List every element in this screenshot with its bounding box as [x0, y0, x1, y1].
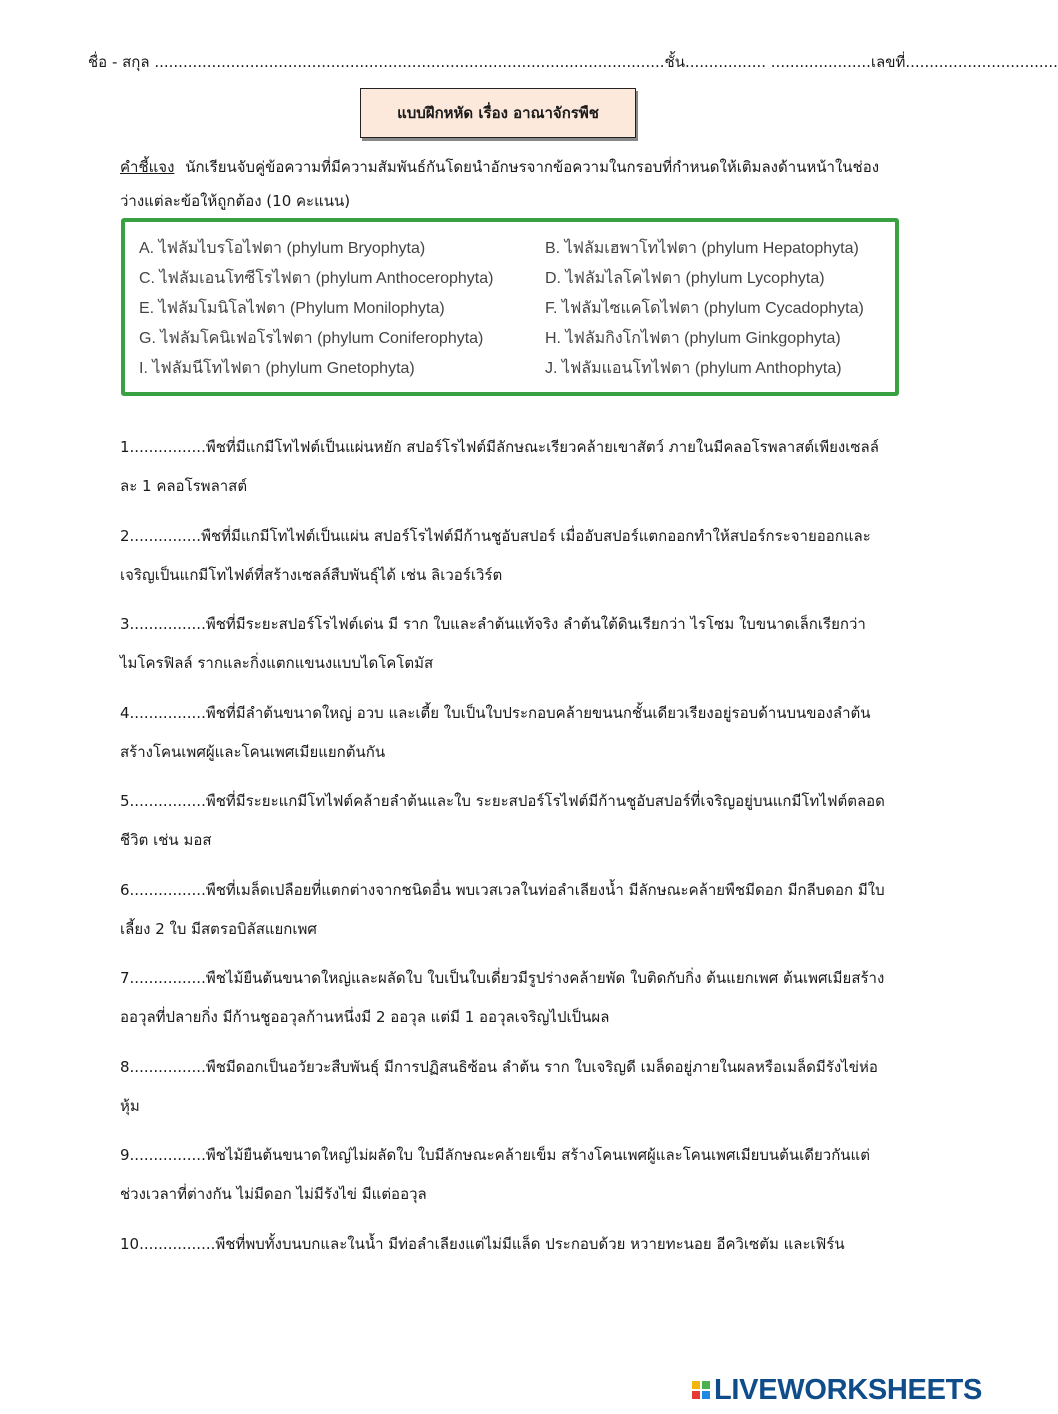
name-class-number-line: ชื่อ - สกุล ...........................................................................................................ชั้น................. .....................เลขที่................................ [88, 53, 1058, 71]
question-1[interactable]: 1................พืชที่มีแกมีโทไฟต์เป็นแผ่นหยัก สปอร์โรไฟต์มีลักษณะเรียวคล้ายเขาสัตว์ ภายในมีคลอโรพลาสต์เพียงเซลล์ละ 1 คลอโรพลาสต์ [120, 438, 879, 495]
instructions-text: นักเรียนจับคู่ข้อความที่มีความสัมพันธ์กันโดยนำอักษรจากข้อความในกรอบที่กำหนดให้เติมลงด้านหน้าในช่องว่างแต่ละข้อให้ถูกต้อง (10 คะแนน) [120, 158, 880, 210]
question-2[interactable]: 2...............พืชที่มีแกมีโทไฟต์เป็นแผ่น สปอร์โรไฟต์มีก้านชูอับสปอร์ เมื่ออับสปอร์แตกออกทำให้สปอร์กระจายออกและเจริญเป็นแกมีโทไฟต์ที่สร้างเซลล์สืบพันธุ์ได้ เช่น ลิเวอร์เวิร์ต [120, 526, 871, 584]
option-b: B. ไฟลัมเฮพาโทไฟตา (phylum Hepatophyta) [545, 240, 859, 257]
question-4[interactable]: 4................พืชที่มีลำต้นขนาดใหญ่ อวบ และเตี้ย ใบเป็นใบประกอบคล้ายขนนกชั้นเดียวเรียงอยู่รอบด้านบนของลำต้น สร้างโคนเพศผู้และโคนเพศเมียแยกต้นกัน [120, 703, 871, 761]
option-f: F. ไฟลัมไซแคโดไฟตา (phylum Cycadophyta) [545, 300, 864, 317]
logo-grid-icon [692, 1381, 710, 1399]
answer-options-box [121, 218, 899, 396]
option-c: C. ไฟลัมเอนโทซีโรไฟตา (phylum Anthocerophyta) [139, 270, 494, 287]
option-e: E. ไฟลัมโมนิโลไฟตา (Phylum Monilophyta) [139, 300, 445, 317]
instructions [120, 150, 880, 218]
question-9[interactable]: 9................พืชไม้ยืนต้นขนาดใหญ่ไม่ผลัดใบ ใบมีลักษณะคล้ายเข็ม สร้างโคนเพศผู้และโคนเพศเมียบนต้นเดียวกันแต่ช่วงเวลาที่ต่างกัน ไม่มีดอก ไม่มีรังไข่ มีแต่ออวุล [120, 1146, 870, 1203]
question-list [120, 428, 890, 1313]
option-h: H. ไฟลัมกิงโกไฟตา (phylum Ginkgophyta) [545, 330, 841, 347]
logo-square-2 [702, 1381, 710, 1389]
liveworksheets-logo [692, 1372, 982, 1408]
question-8[interactable]: 8................พืชมีดอกเป็นอวัยวะสืบพันธุ์ มีการปฏิสนธิซ้อน ลำต้น ราก ใบเจริญดี เมล็ดอยู่ภายในผลหรือเมล็ดมีรังไข่ห่อหุ้ม [120, 1057, 878, 1115]
question-3[interactable]: 3................พืชที่มีระยะสปอร์โรไฟต์เด่น มี ราก ใบและลำต้นแท้จริง ลำต้นใต้ดินเรียกว่า ไรโซม ใบขนาดเล็กเรียกว่า ไมโครฟิลล์ รากและกิ่งแตกแขนงแบบไดโคโตมัส [120, 615, 866, 672]
question-6[interactable]: 6................พืชที่เมล็ดเปลือยที่แตกต่างจากชนิดอื่น พบเวสเวลในท่อลำเลียงน้ำ มีลักษณะคล้ายพืชมีดอก มีกลีบดอก มีใบเลี้ยง 2 ใบ มีสตรอบิลัสแยกเพศ [120, 880, 885, 938]
option-j: J. ไฟลัมแอนโทไฟตา (phylum Anthophyta) [545, 360, 842, 377]
option-a: A. ไฟลัมไบรโอไฟตา (phylum Bryophyta) [139, 240, 426, 257]
option-d: D. ไฟลัมไลโคไฟตา (phylum Lycophyta) [545, 270, 825, 287]
question-10[interactable]: 10................พืชที่พบทั้งบนบกและในน้ำ มีท่อลำเลียงแต่ไม่มีแล็ด ประกอบด้วย หวายทะนอย อีควิเซตัม และเฟิร์น [120, 1234, 845, 1253]
logo-square-1 [692, 1381, 700, 1389]
logo-square-4 [702, 1391, 710, 1399]
worksheet-title: แบบฝึกหหัด เรื่อง อาณาจักรพืช [397, 104, 599, 122]
logo-text: LIVEWORKSHEETS [714, 1373, 983, 1406]
instructions-label: คำชี้แจง [120, 158, 175, 176]
worksheet-title-box [360, 88, 636, 138]
question-7[interactable]: 7................พืชไม้ยืนต้นขนาดใหญ่และผลัดใบ ใบเป็นใบเดี่ยวมีรูปร่างคล้ายพัด ใบติดกับกิ่ง ต้นแยกเพศ ต้นเพศเมียสร้างออวุลที่ปลายกิ่ง มีก้านชูออวุลก้านหนึ่งมี 2 ออวุล แต่มี 1 ออวุลเจริญไปเป็นผล [120, 969, 885, 1026]
logo-square-3 [692, 1391, 700, 1399]
option-i: I. ไฟลัมนีโทไฟตา (phylum Gnetophyta) [139, 360, 415, 377]
question-5[interactable]: 5................พืชที่มีระยะแกมีโทไฟต์คล้ายลำต้นและใบ ระยะสปอร์โรไฟต์มีก้านชูอับสปอร์ที่เจริญอยู่บนแกมีโทไฟต์ตลอดชีวิต เช่น มอส [120, 792, 885, 849]
option-g: G. ไฟลัมโคนิเฟอโรไฟตา (phylum Coniferophyta) [139, 330, 484, 347]
